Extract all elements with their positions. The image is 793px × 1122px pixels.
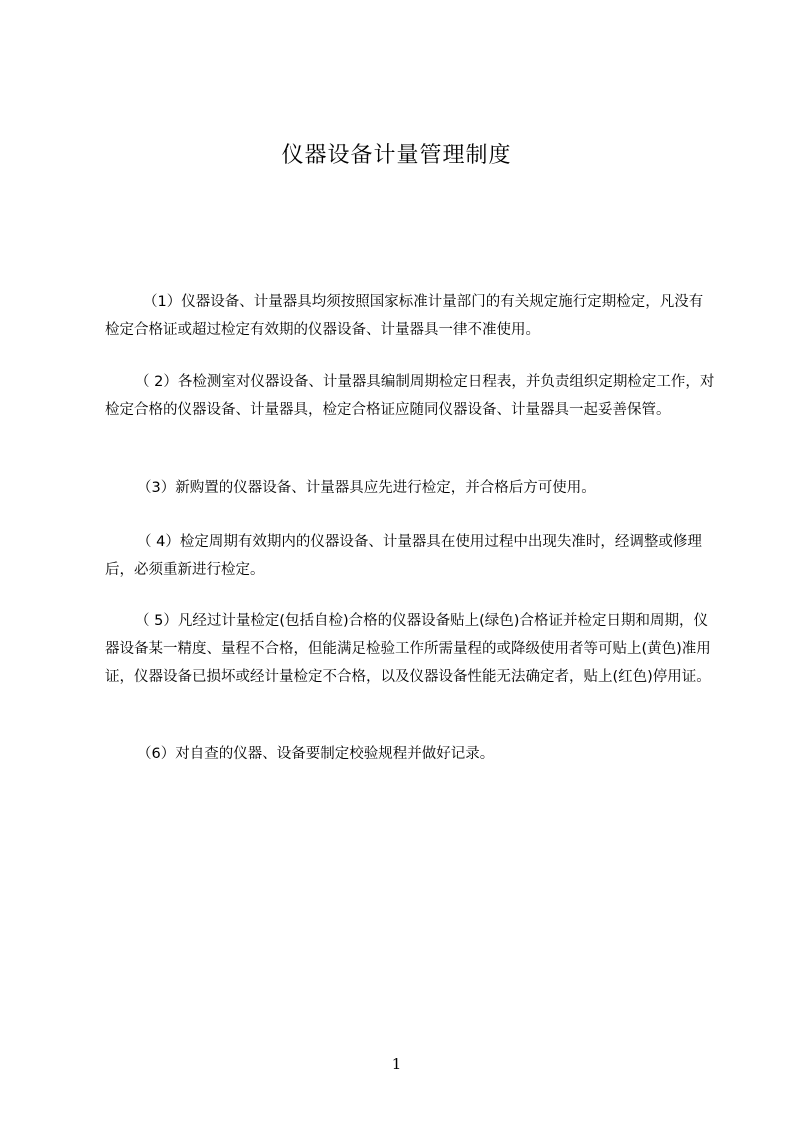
paragraph-6: （6）对自查的仪器、设备要制定校验规程并做好记录。 [137, 746, 495, 762]
document-title: 仪器设备计量管理制度 [281, 143, 512, 168]
paragraph-4: （ 4）检定周期有效期内的仪器设备、计量器具在使用过程中出现失准时，经调整或修理后，必须重新进行检定。 [105, 534, 702, 578]
paragraph-5: （ 5）凡经过计量检定(包括自检)合格的仪器设备贴上(绿色)合格证并检定日期和周期，仪器设备某一精度、量程不合格，但能满足检验工作所需量程的或降级使用者等可贴上(黄色)准用证，仪器设备已损坏或经计量检定不合格，以及仪器设备性能无法确定者，贴上(红色)停用证。 [105, 613, 711, 685]
paragraph-3: （3）新购置的仪器设备、计量器具应先进行检定，并合格后方可使用。 [137, 480, 596, 496]
page-number: 1 [391, 1055, 402, 1073]
paragraph-2: （ 2）各检测室对仪器设备、计量器具编制周期检定日程表，并负责组织定期检定工作，对检定合格的仪器设备、计量器具，检定合格证应随同仪器设备、计量器具一起妥善保管。 [105, 374, 715, 418]
paragraph-1: （1）仪器设备、计量器具均须按照国家标准计量部门的有关规定施行定期检定，凡没有检定合格证或超过检定有效期的仪器设备、计量器具一律不准使用。 [105, 294, 704, 338]
